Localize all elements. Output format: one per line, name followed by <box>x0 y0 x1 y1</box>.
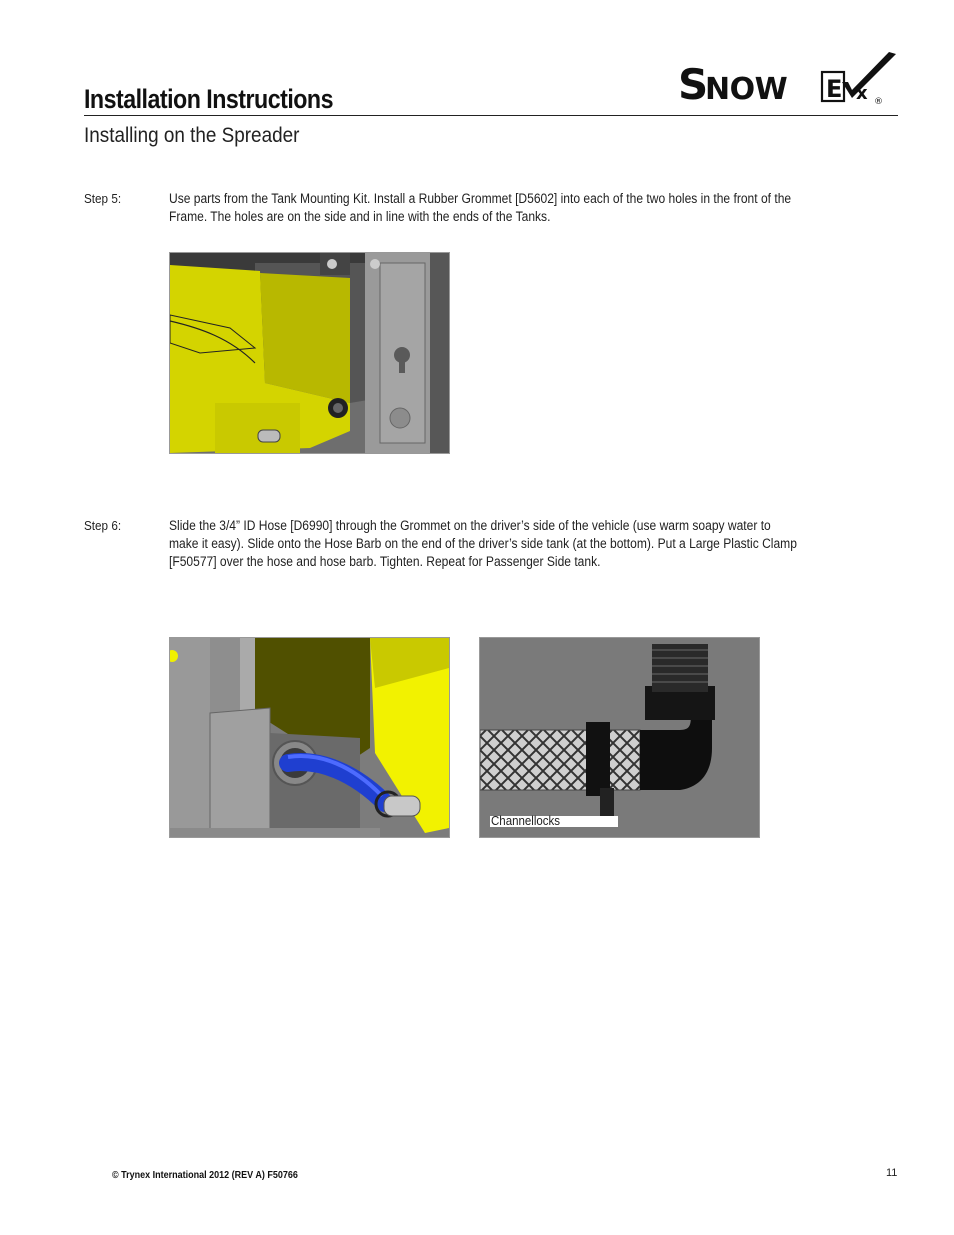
page-title: Installation Instructions <box>84 84 333 114</box>
header-rule <box>84 115 898 116</box>
svg-text:x: x <box>856 83 868 104</box>
registered-mark: ® <box>874 97 883 107</box>
snowex-logo <box>676 52 900 108</box>
step-5-label: Step 5: <box>84 191 122 206</box>
hose-routing-figure <box>169 637 450 838</box>
page-number: 11 <box>886 1167 898 1179</box>
hose-clamp-figure <box>479 637 760 838</box>
step-6-text: Slide the 3/4” ID Hose [D6990] through the Grommet on the driver’s side of the vehicle (use warm soapy water to make it easy). Slide onto the Hose Barb on the end of the driver’s side tank (at the bottom). Put a Large Plastic Clamp [F50577] over the hose and hose barb. Tighten. Repeat for Passenger Side tank. <box>169 518 797 569</box>
step-5-text: Use parts from the Tank Mounting Kit. Install a Rubber Grommet [D5602] into each of the two holes in the front of the Frame. The holes are on the side and in line with the ends of the Tanks. <box>169 191 792 224</box>
step-6-label: Step 6: <box>84 518 122 533</box>
tank-grommet-figure <box>169 252 450 454</box>
section-subtitle: Installing on the Spreader <box>84 124 300 147</box>
figure-caption: Channellocks <box>491 814 561 828</box>
footer-copyright: © Trynex International 2012 (REV A) F50766 <box>112 1170 298 1181</box>
svg-text:NOW: NOW <box>705 72 788 107</box>
svg-text:S: S <box>678 60 708 108</box>
svg-text:E: E <box>826 75 843 103</box>
